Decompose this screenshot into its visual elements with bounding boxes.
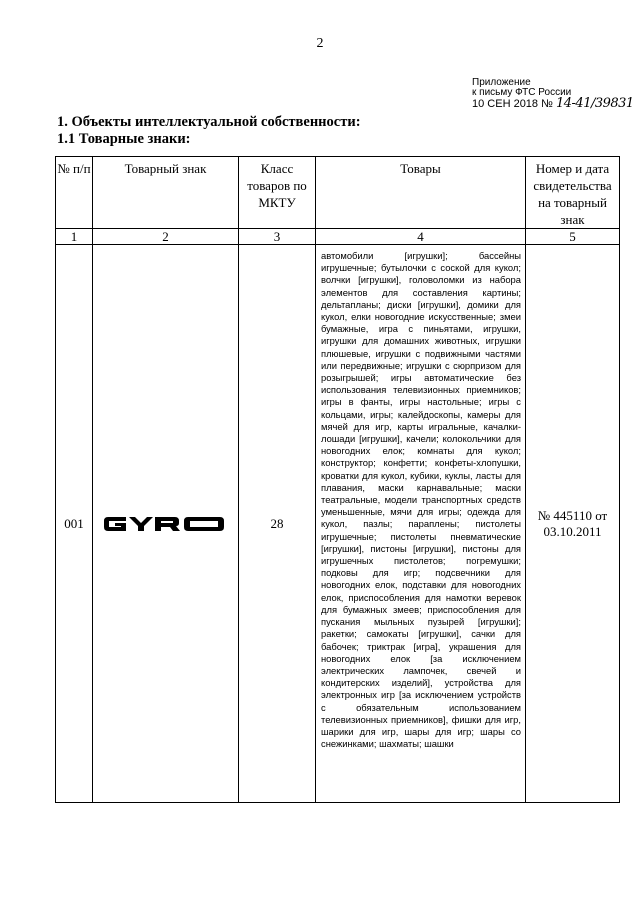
header-goods: Товары — [316, 157, 526, 229]
trademark-table — [55, 156, 620, 803]
column-number: 5 — [526, 229, 620, 245]
goods-cell — [316, 245, 526, 803]
appendix-number: 14-41/39831 — [555, 96, 634, 111]
appendix-number-sign: № — [541, 98, 553, 110]
row-number: 001 — [56, 245, 93, 803]
page-number: 2 — [316, 36, 324, 51]
certificate-info: № 445110 от 03.10.2011 — [526, 245, 620, 803]
header-certificate: Номер и дата свидетельства на товарный знак — [526, 157, 620, 229]
header-class: Класс товаров по МКТУ — [239, 157, 316, 229]
appendix-date: 10 СЕН 2018 — [472, 98, 539, 110]
section-heading: 1. Объекты интеллектуальной собственности: — [57, 114, 361, 130]
subsection-heading: 1.1 Товарные знаки: — [57, 131, 191, 147]
header-number: № п/п — [56, 157, 93, 229]
appendix-title: Приложение — [472, 77, 531, 88]
gyro-logo-image — [102, 514, 230, 534]
table-row — [56, 245, 620, 803]
column-number: 1 — [56, 229, 93, 245]
header-trademark: Товарный знак — [93, 157, 239, 229]
column-number: 2 — [93, 229, 239, 245]
goods-list: автомобили [игрушки]; бассейны игрушечные; бутылочки с соской для кукол; волчки [игрушки], головоломки из набора элементов для составления картины; дельтапланы; диски [игрушки], домики для кукол, елки новогодние искусственные; змеи бумажные, игра с пиньятами, игрушки, игрушки для домашних животных, игрушки плюшевые, игрушки с подвижными частями или передвижные; игрушки с сюрпризом для розыгрышей; игры автоматические без использования телевизионных приемников; игры в фанты, игры настольные; игры с кольцами, игры; калейдоскопы, камеры для мячей для игр, карты игральные, качалки-лошади [игрушки], качели; колокольчики для новогодних елок; комнаты для кукол; конструктор; конфетти; конфеты-хлопушки, кроватки для кукол, кубики, куклы, ласты для плавания, маски карнавальные; маски театральные, модели транспортных средств уменьшенные, мячи для игры; одежда для кукол, пазлы; параплены; пистолеты игрушечные; пистолеты пневматические [игрушки], пистоны [игрушки], пистоны для игрушечных пистолетов; погремушки; подковы для игр; подсвечники для новогодних елок, подставки для новогодних елок, приспособления для намотки веревок для бумажных змеев; приспособления для пускания мыльных пузырей [игрушки]; ракетки; самокаты [игрушки], сачки для бабочек; триктрак [игра], украшения для новогодних елок [за исключением электрических лампочек, свечей и кондитерских изделий], устройства для электронных игр [за исключением устройств с обязательным использованием телевизионных приемников], фишки для игр, шарики для игр, шары для игр; шары со снежинками; шахматы; шашки — [321, 250, 521, 750]
column-number: 4 — [316, 229, 526, 245]
column-number: 3 — [239, 229, 316, 245]
trademark-logo — [93, 245, 239, 803]
column-number-row — [56, 229, 620, 245]
mktu-class: 28 — [239, 245, 316, 803]
header-row — [56, 157, 620, 229]
appendix-stamp — [472, 78, 634, 109]
appendix-letter-ref: к письму ФТС России — [472, 87, 572, 98]
appendix-date-line — [472, 96, 634, 111]
